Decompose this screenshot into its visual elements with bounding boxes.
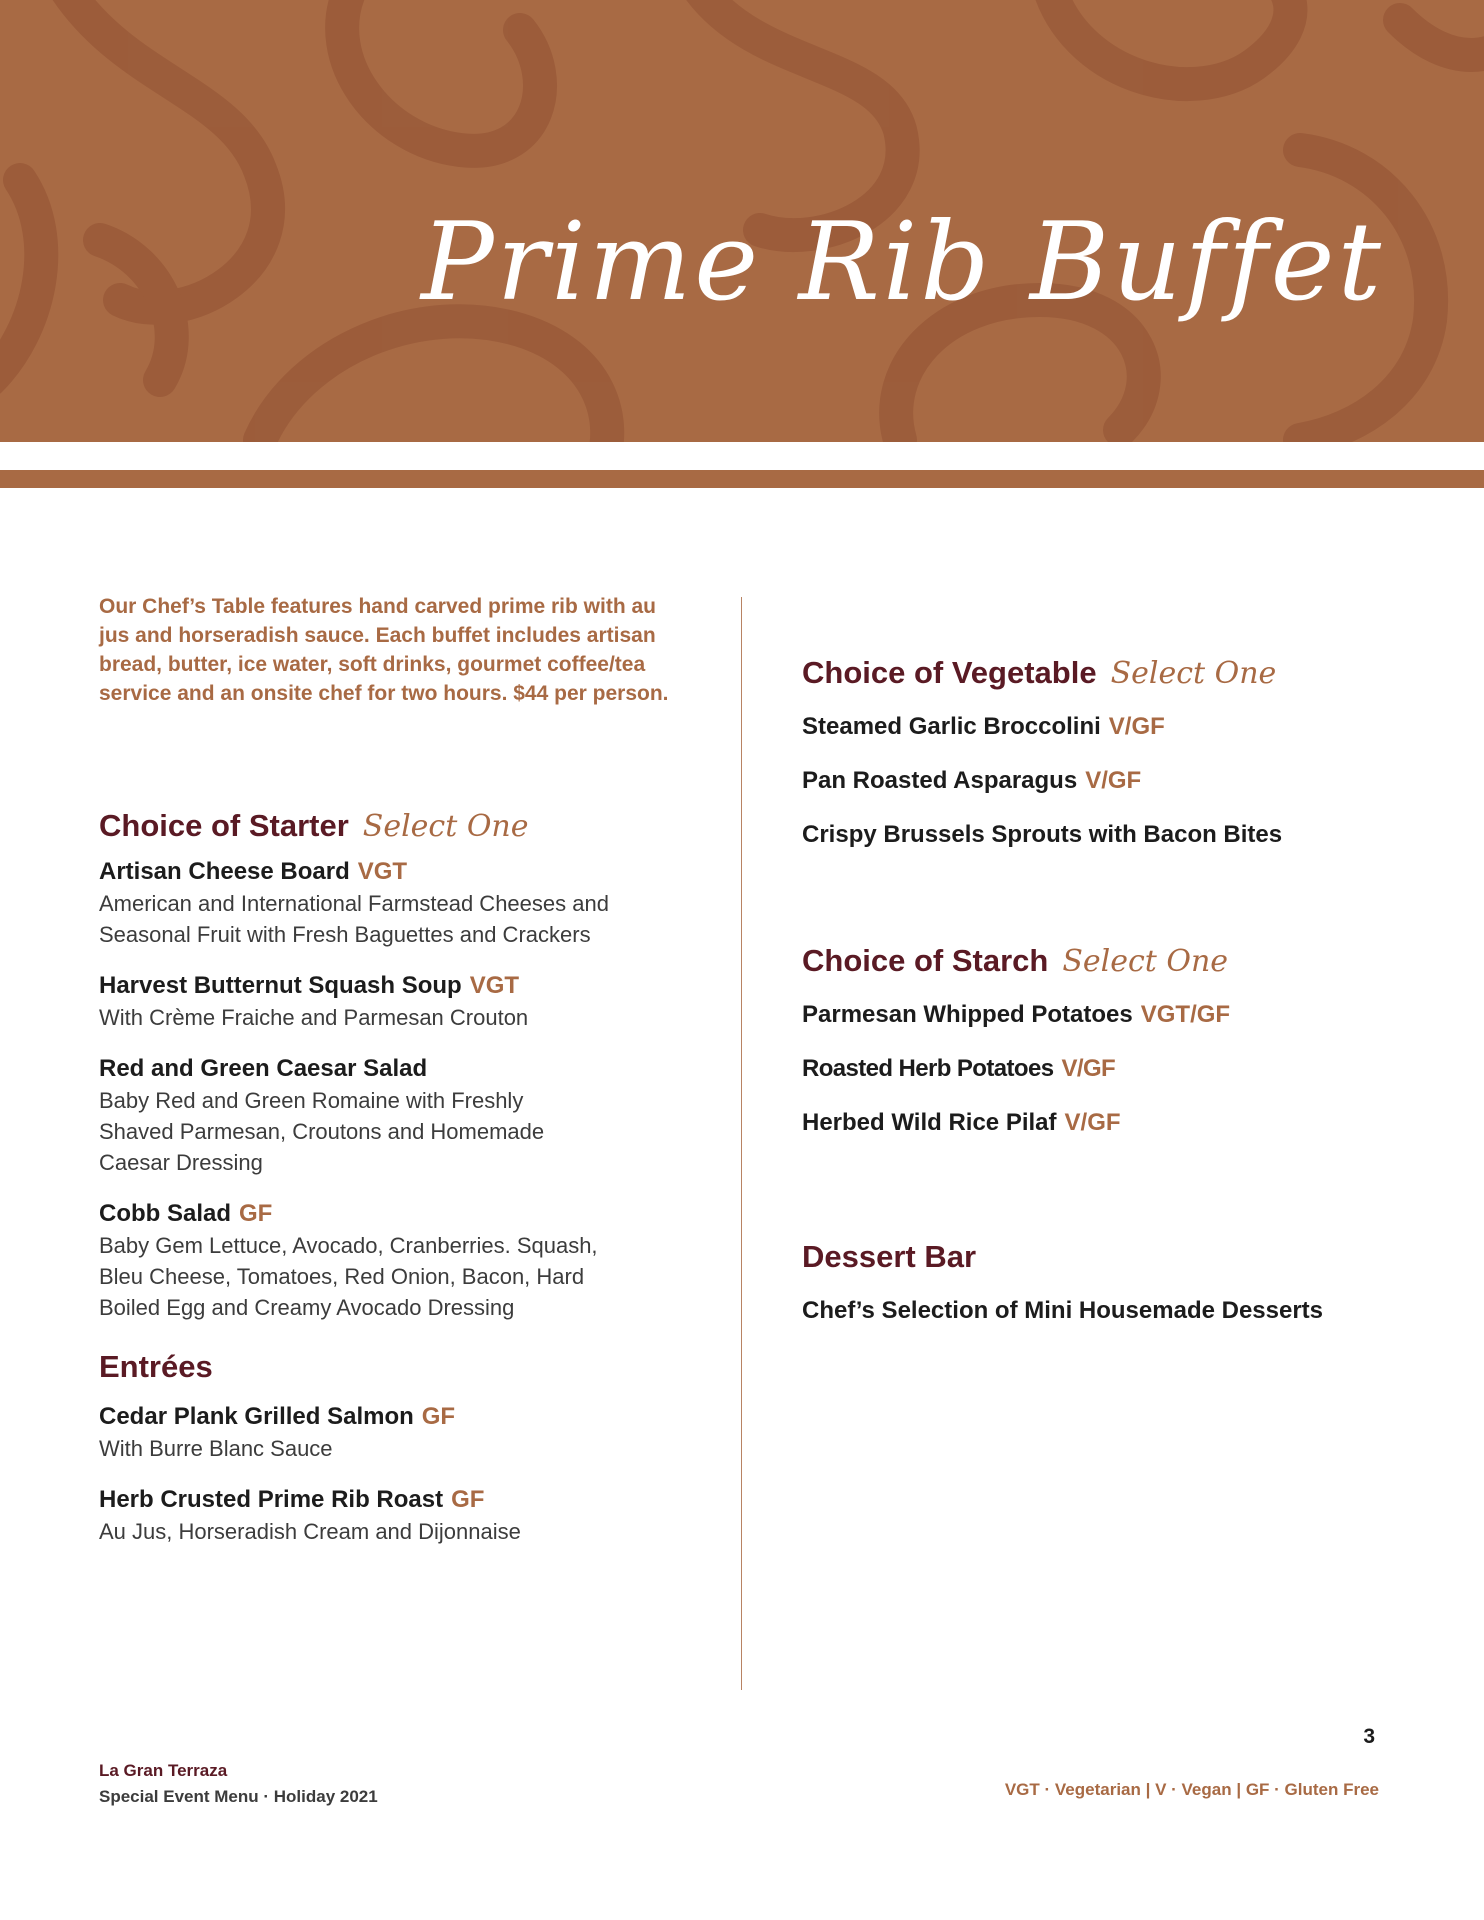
dessert-section-title	[802, 1239, 1402, 1275]
item-name: Red and Green Caesar Salad	[99, 1055, 428, 1082]
footer-venue-block	[99, 1758, 378, 1810]
column-divider	[741, 597, 742, 1690]
menu-item	[99, 1484, 679, 1547]
right-column	[802, 655, 1402, 1327]
page-number: 3	[1363, 1725, 1375, 1748]
diet-tag: VGT	[357, 858, 408, 885]
item-description: With Crème Fraiche and Parmesan Crouton	[99, 1005, 529, 1030]
item-name: Herb Crusted Prime Rib Roast	[99, 1486, 444, 1513]
venue-name: La Gran Terraza	[99, 1761, 228, 1780]
menu-item	[99, 856, 679, 950]
item-description: Au Jus, Horseradish Cream and Dijonnaise	[99, 1519, 521, 1544]
item-name: Harvest Butternut Squash Soup	[99, 972, 462, 999]
menu-item	[802, 1053, 1402, 1085]
entrees-section-title	[99, 1349, 679, 1385]
menu-item	[802, 765, 1402, 797]
starch-title-text: Choice of Starch	[802, 943, 1049, 978]
starch-section-title	[802, 943, 1402, 979]
item-description: American and International Farmstead Cheeses and Seasonal Fruit with Fresh Baguettes and Crackers	[99, 891, 609, 947]
item-name: Steamed Garlic Broccolini	[802, 713, 1101, 740]
diet-tag: GF	[421, 1403, 456, 1430]
vegetable-section-title	[802, 655, 1402, 691]
item-name: Cedar Plank Grilled Salmon	[99, 1403, 414, 1430]
menu-item	[99, 1053, 549, 1178]
event-name: Special Event Menu · Holiday 2021	[99, 1787, 378, 1806]
menu-item	[802, 819, 1402, 851]
item-description: Baby Gem Lettuce, Avocado, Cranberries. Squash, Bleu Cheese, Tomatoes, Red Onion, Bacon, Hard Boiled Egg and Creamy Avocado Dressing	[99, 1233, 598, 1320]
menu-item	[802, 1295, 1402, 1327]
vegetable-select-one: Select One	[1110, 656, 1277, 691]
menu-item	[802, 1107, 1402, 1139]
diet-legend: VGT · Vegetarian | V · Vegan | GF · Gluten Free	[1004, 1780, 1379, 1799]
item-description: With Burre Blanc Sauce	[99, 1436, 333, 1461]
diet-tag: GF	[451, 1486, 485, 1513]
left-column	[99, 592, 679, 1547]
item-name: Parmesan Whipped Potatoes	[802, 1001, 1133, 1028]
item-name: Chef’s Selection of Mini Housemade Desserts	[802, 1297, 1324, 1324]
entrees-title-text: Entrées	[99, 1349, 213, 1384]
menu-item	[802, 711, 1402, 743]
menu-item	[99, 1401, 679, 1464]
menu-item	[802, 999, 1402, 1031]
diet-tag: V/GF	[1085, 767, 1142, 794]
diet-tag: VGT	[469, 972, 520, 999]
dessert-title-text: Dessert Bar	[802, 1239, 977, 1274]
diet-tag: V/GF	[1061, 1055, 1116, 1082]
starter-title-text: Choice of Starter	[99, 808, 349, 843]
item-name: Herbed Wild Rice Pilaf	[802, 1109, 1057, 1136]
header-banner	[0, 0, 1484, 442]
diet-tag: V/GF	[1064, 1109, 1121, 1136]
intro-text: Our Chef’s Table features hand carved prime rib with au jus and horseradish sauce. Each buffet includes artisan bread, butter, ice water, soft drinks, gourmet coffee/tea service and an onsite chef for two hours. $44 per person.	[99, 595, 669, 705]
header-rule	[0, 470, 1484, 488]
starter-section-title	[99, 808, 679, 844]
diet-tag: V/GF	[1108, 713, 1165, 740]
diet-tag: VGT/GF	[1140, 1001, 1231, 1028]
diet-tag: GF	[239, 1200, 273, 1227]
menu-item	[99, 970, 679, 1033]
page-title: Prime Rib Buffet	[421, 200, 1384, 325]
item-description: Baby Red and Green Romaine with Freshly Shaved Parmesan, Croutons and Homemade Caesar Dressing	[99, 1088, 545, 1175]
item-name: Crispy Brussels Sprouts with Bacon Bites	[802, 821, 1283, 848]
item-name: Roasted Herb Potatoes	[802, 1055, 1054, 1082]
starter-select-one: Select One	[362, 809, 529, 844]
item-name: Artisan Cheese Board	[99, 858, 350, 885]
item-name: Cobb Salad	[99, 1200, 232, 1227]
vegetable-title-text: Choice of Vegetable	[802, 655, 1097, 690]
starch-select-one: Select One	[1062, 944, 1229, 979]
item-name: Pan Roasted Asparagus	[802, 767, 1078, 794]
menu-item	[99, 1198, 639, 1323]
